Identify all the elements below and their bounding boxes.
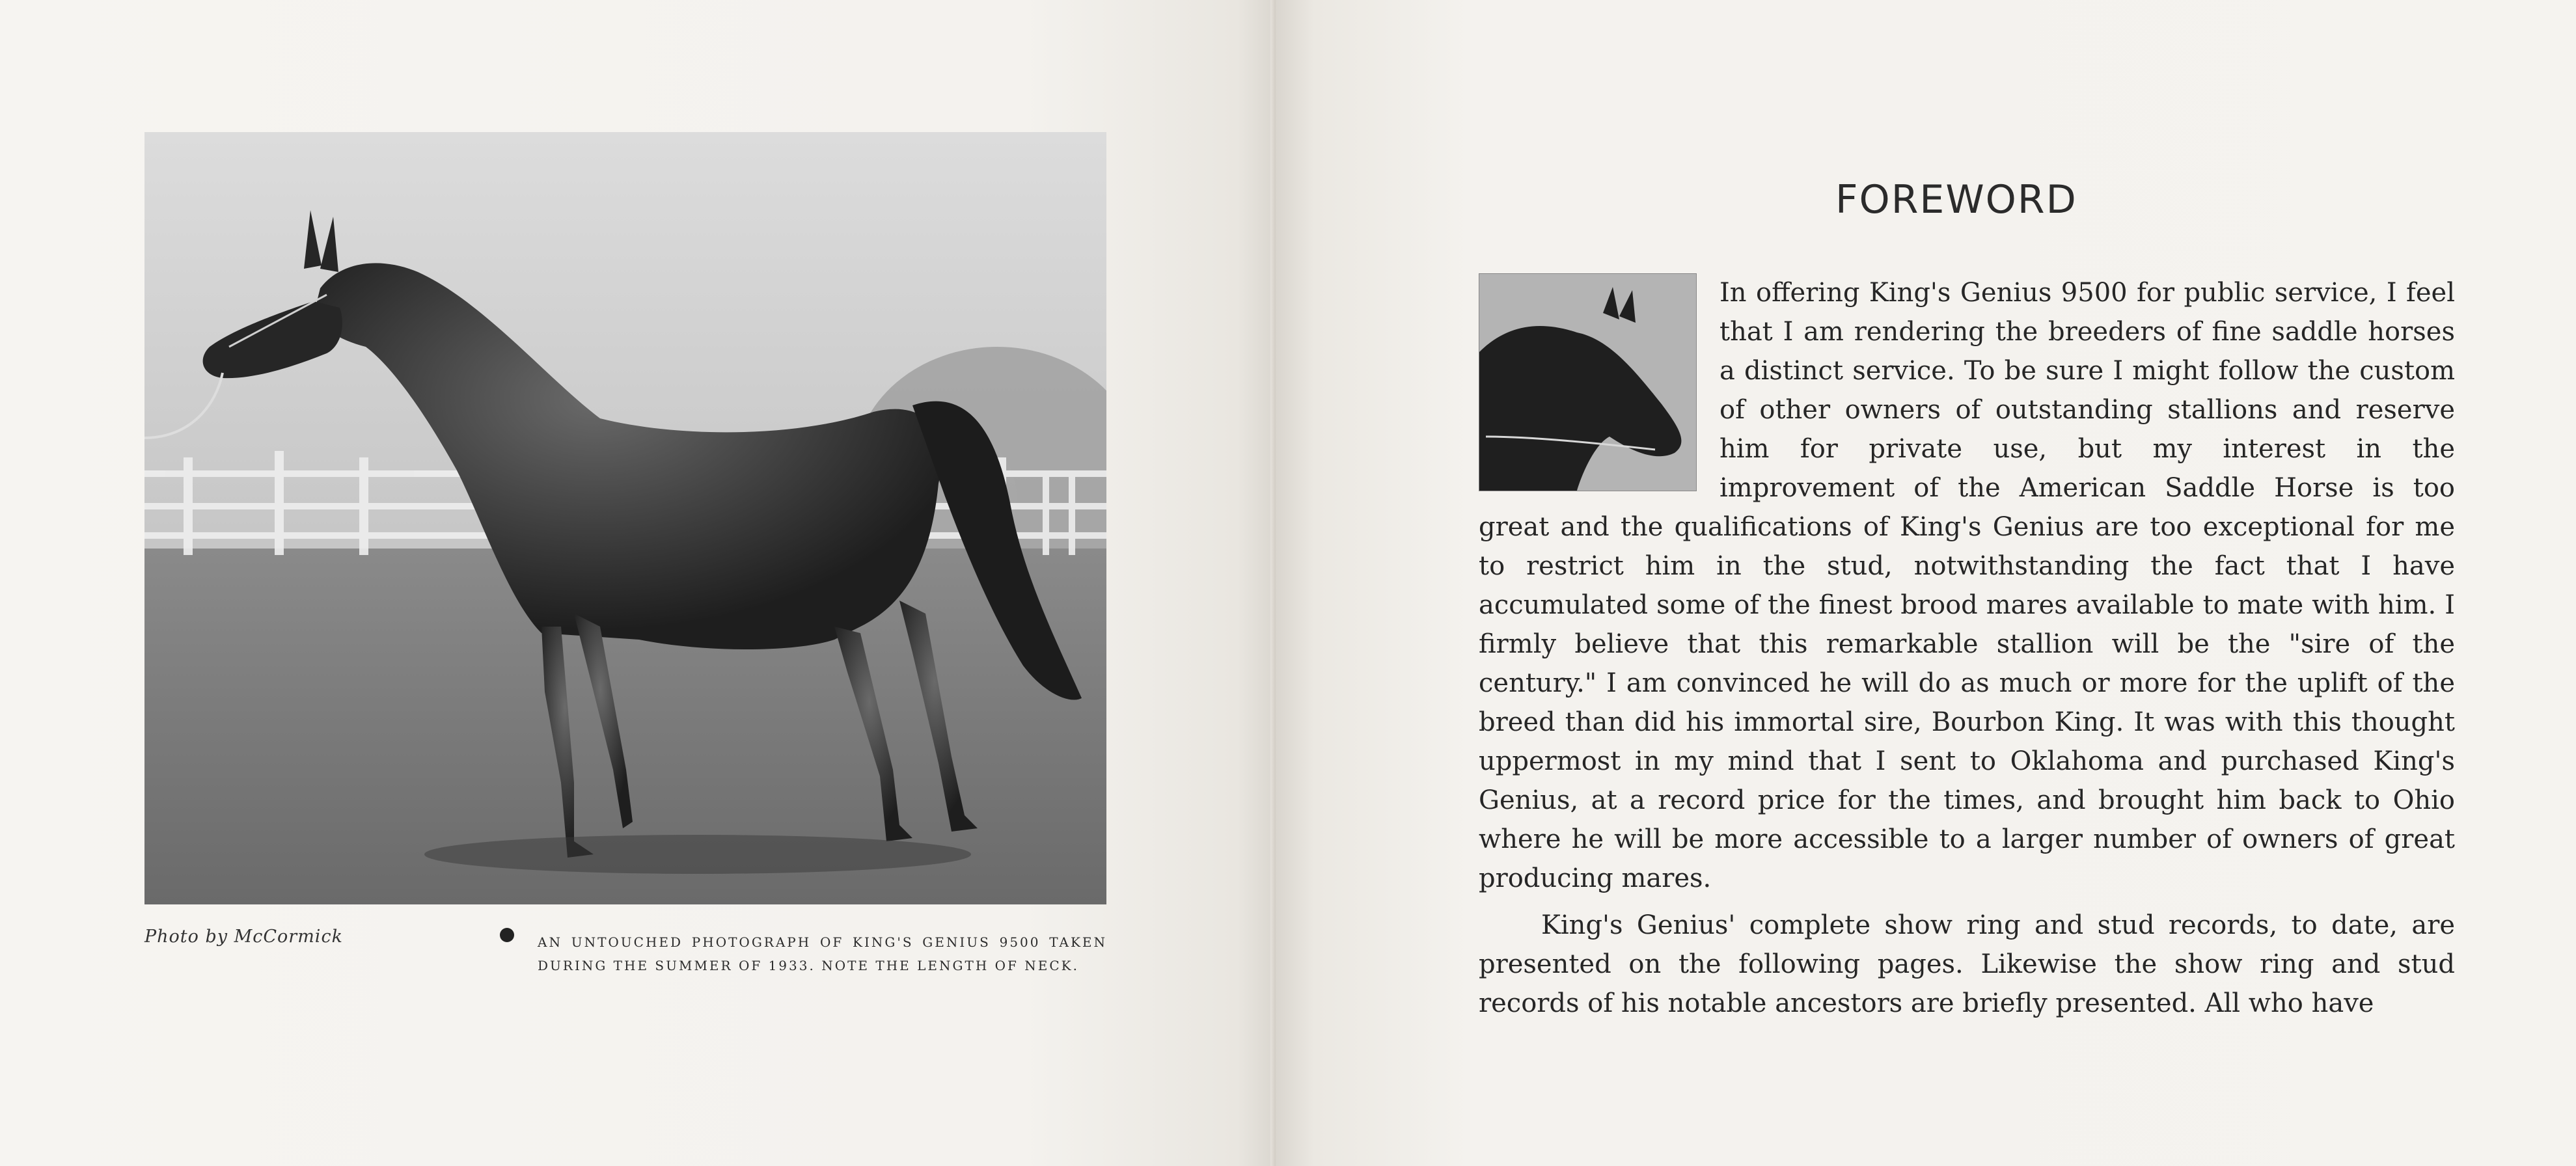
- foreword-body: [1479, 273, 2455, 1023]
- horse-photo-illustration: [144, 132, 1106, 904]
- caption-bullet: [500, 928, 514, 942]
- inset-spacer: [1479, 273, 1720, 498]
- foreword-paragraph-2: King's Genius' complete show ring and stud records, to date, are presented on the following pages. Likewise the show ring and stud records of his notable ancestors are briefly presented. All who have: [1479, 910, 2455, 1018]
- photo-caption: AN UNTOUCHED PHOTOGRAPH OF KING'S GENIUS 9500 TAKEN DURING THE SUMMER OF 1933. NOTE THE LENGTH OF NECK.: [538, 934, 1107, 973]
- horse-photograph: [144, 132, 1106, 904]
- left-page: [0, 0, 1276, 1166]
- foreword-paragraph-1: In offering King's Genius 9500 for public service, I feel that I am rendering the breeders of fine saddle horses a distinct service. To be sure I might follow the custom of other owners of outstanding stallions and reserve him for private use, but my interest in the improvement of the American Saddle Horse is too great and the qualifications of King's Genius are too exceptional for me to restrict him in the stud, notwithstanding the fact that I have accumulated some of the finest brood mares available to mate with him. I firmly believe that this remarkable stallion will be the "sire of the century." I am convinced he will do as much or more for the uplift of the breed than did his immortal sire, Bourbon King. It was with this thought uppermost in my mind that I sent to Oklahoma and purchased King's Genius, at a record price for the times, and brought him back to Ohio where he will be more accessible to a larger number of owners of great producing mares.: [1479, 278, 2455, 893]
- page-title: FOREWORD: [1835, 177, 2077, 223]
- photo-credit: Photo by McCormick: [144, 927, 343, 947]
